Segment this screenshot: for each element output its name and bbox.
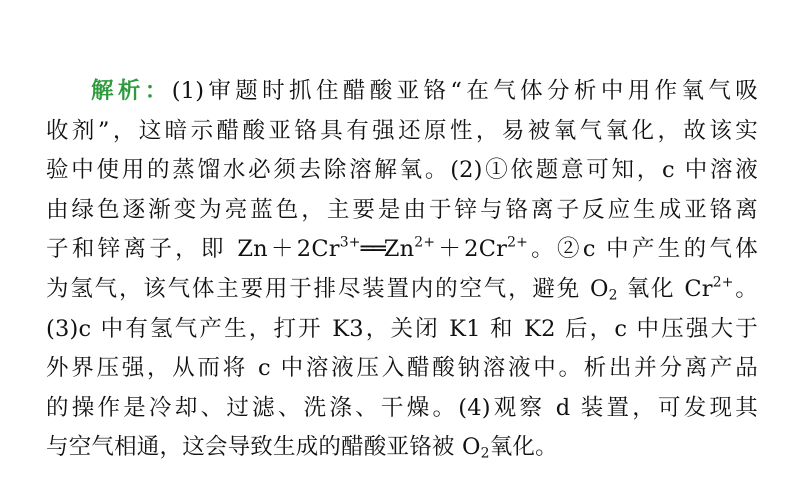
text-line-2: 收剂”，这暗示醋酸亚铬具有强还原性，易被氧气氧化，故该实: [46, 117, 758, 144]
text-line-7: (3)c 中有氢气产生，打开 K3，关闭 K1 和 K2 后，c 中压强大于: [46, 315, 758, 342]
line-6-text: 为氢气，该气体主要用于排尽装置内的空气，避免 O: [46, 275, 609, 302]
cr-2-charge: 2+: [507, 234, 529, 251]
line-5-tail: 。②c 中产生的气体: [528, 236, 758, 263]
equation-zn: Zn: [383, 236, 415, 263]
equation-equals-sign: ══: [360, 236, 384, 263]
text-line-4: 由绿色逐渐变为亮蓝色，主要是由于锌与铬离子反应生成亚铬离: [46, 196, 758, 223]
text-line-8: 外界压强，从而将 c 中溶液压入醋酸钠溶液中。析出并分离产品: [46, 355, 758, 382]
cr-2-charge-line6: 2+: [712, 274, 734, 291]
line-10-text: 与空气相通，这会导致生成的醋酸亚铬被 O: [46, 434, 481, 461]
text-line-9: 的操作是冷却、过滤、洗涤、干燥。(4)观察 d 装置，可发现其: [46, 394, 758, 421]
analysis-label: 解析：: [91, 78, 172, 104]
line-6-end: 。: [733, 275, 758, 302]
line-6-mid: 氧化 Cr: [617, 275, 713, 302]
equation-cr-product: ＋2Cr: [435, 236, 508, 263]
analysis-text: [46, 72, 758, 468]
zn-charge: 2+: [414, 234, 436, 251]
equation-reactants: Zn＋2Cr: [237, 236, 340, 263]
cr-3-charge: 3+: [339, 234, 361, 251]
line-10-end: 氧化。: [489, 434, 558, 461]
text-line-1: [46, 72, 758, 112]
text-line-6: [46, 270, 758, 310]
o2-subscript: 2: [608, 287, 618, 304]
line-1-text: (1)审题时抓住醋酸亚铬“在气体分析中用作氧气吸: [171, 78, 758, 104]
text-line-3: 验中使用的蒸馏水必须去除溶解氧。(2)①依题意可知，c 中溶液: [46, 157, 758, 184]
o2-subscript-line10: 2: [480, 445, 490, 462]
line-5-text: 子和锌离子，即: [46, 236, 238, 263]
text-line-5: [46, 230, 758, 270]
text-line-10: [46, 428, 758, 468]
